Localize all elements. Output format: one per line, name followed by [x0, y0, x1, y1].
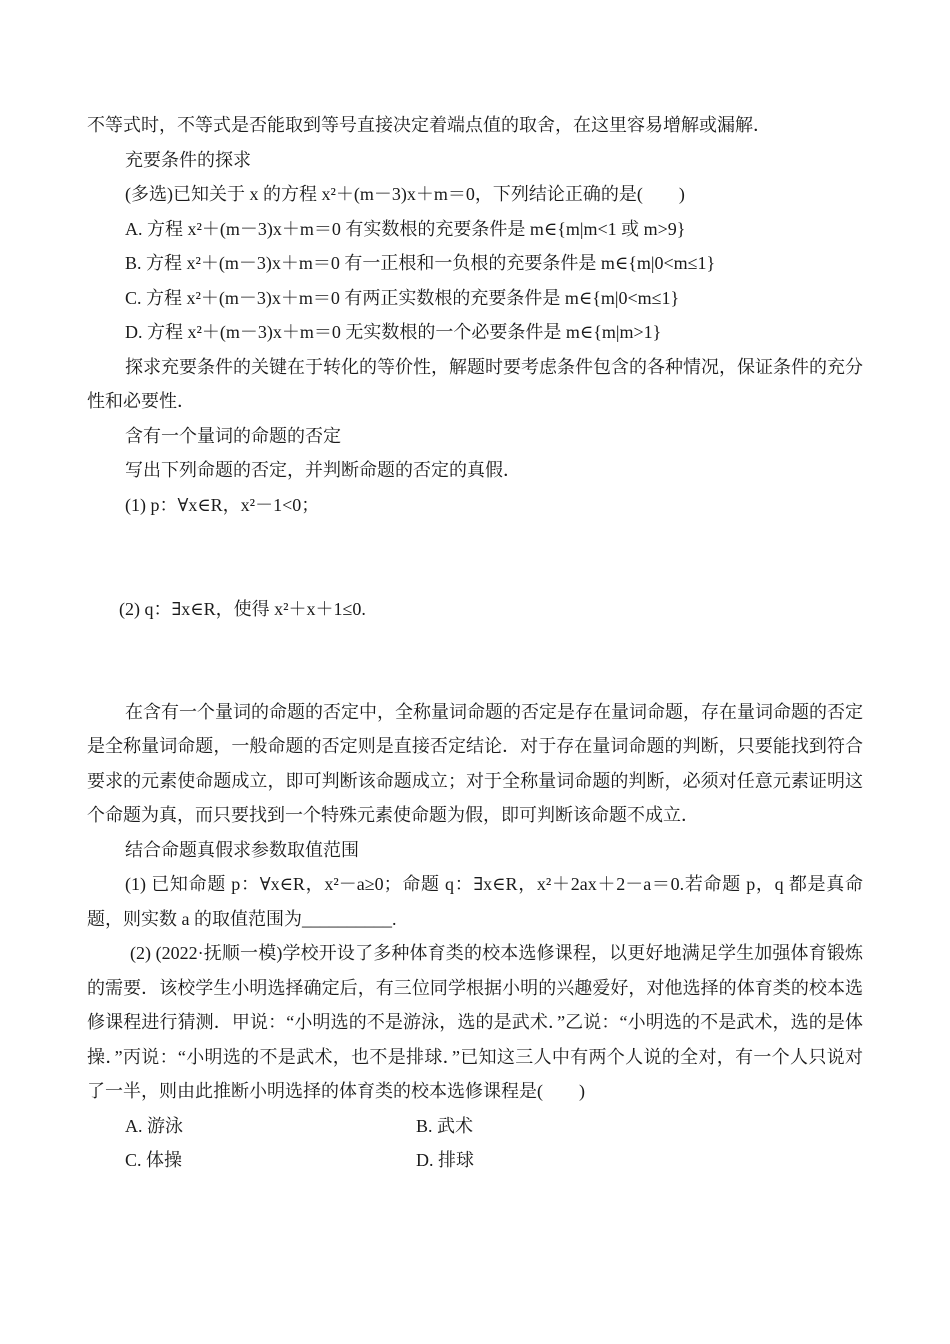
section-heading-quantifier-negation: 含有一个量词的命题的否定 [125, 425, 341, 446]
choice-d: D. 排球 [416, 1150, 474, 1170]
choice-row [87, 1109, 863, 1144]
choice-a: A. 游泳 [125, 1115, 183, 1136]
choice-b: B. 武术 [416, 1115, 474, 1136]
question-1-option-a: A. 方程 x²＋(m－3)x＋m＝0 有实数根的充要条件是 m∈{m|m<1 或 m>9} [125, 218, 686, 239]
question-1-option-c: C. 方程 x²＋(m－3)x＋m＝0 有两正实数根的充要条件是 m∈{m|0<m≤1} [125, 287, 680, 308]
question-3-part-1: (1) 已知命题 p：∀x∈R，x²－a≥0；命题 q：∃x∈R，x²＋2ax＋2－a＝0.若命题 p，q 都是真命题，则实数 a 的取值范围为__________. [87, 874, 863, 929]
paragraph-sufficient-necessary-summary: 探求充要条件的关键在于转化的等价性，解题时要考虑条件包含的各种情况，保证条件的充分性和必要性． [87, 356, 863, 411]
question-3-part-2: (2) (2022·抚顺一模)学校开设了多种体育类的校本选修课程，以更好地满足学生加强体育锻炼的需要．该校学生小明选择确定后，有三位同学根据小明的兴趣爱好，对他选择的体育类的校本选修课程进行猜测．甲说：“小明选的不是游泳，选的是武术．”乙说：“小明选的不是武术，选的是体操．”丙说：“小明选的不是武术，也不是排球．”已知这三人中有两个人说的全对，有一个人只说对了一半，则由此推断小明选择的体育类的校本选修课程是( ) [87, 943, 863, 1101]
answer-space [87, 627, 863, 695]
section-heading-parameter-range: 结合命题真假求参数取值范围 [125, 839, 359, 860]
choice-row [87, 1143, 863, 1178]
choice-c: C. 体操 [125, 1150, 183, 1170]
question-1-option-d: D. 方程 x²＋(m－3)x＋m＝0 无实数根的一个必要条件是 m∈{m|m>1} [125, 322, 662, 342]
document-page [87, 108, 863, 1178]
question-1-option-b: B. 方程 x²＋(m－3)x＋m＝0 有一正根和一负根的充要条件是 m∈{m|0<m≤1} [125, 253, 716, 273]
question-2-part-1: (1) p：∀x∈R，x²－1<0； [125, 494, 320, 515]
answer-space [87, 522, 863, 592]
question-2-part-2: (2) q：∃x∈R，使得 x²＋x＋1≤0. [119, 599, 366, 619]
question-2-stem: 写出下列命题的否定，并判断命题的否定的真假． [125, 460, 521, 480]
paragraph-endpoint-note: 不等式时，不等式是否能取到等号直接决定着端点值的取舍，在这里容易增解或漏解． [87, 115, 771, 135]
question-1-stem: (多选)已知关于 x 的方程 x²＋(m－3)x＋m＝0，下列结论正确的是( ) [125, 184, 685, 204]
paragraph-quantifier-summary: 在含有一个量词的命题的否定中，全称量词命题的否定是存在量词命题，存在量词命题的否定是全称量词命题，一般命题的否定则是直接否定结论．对于存在量词命题的判断，只要能找到符合要求的元素使命题成立，即可判断该命题成立；对于全称量词命题的判断，必须对任意元素证明这个命题为真，而只要找到一个特殊元素使命题为假，即可判断该命题不成立． [87, 701, 863, 825]
section-heading-sufficient-necessary: 充要条件的探求 [125, 149, 251, 170]
